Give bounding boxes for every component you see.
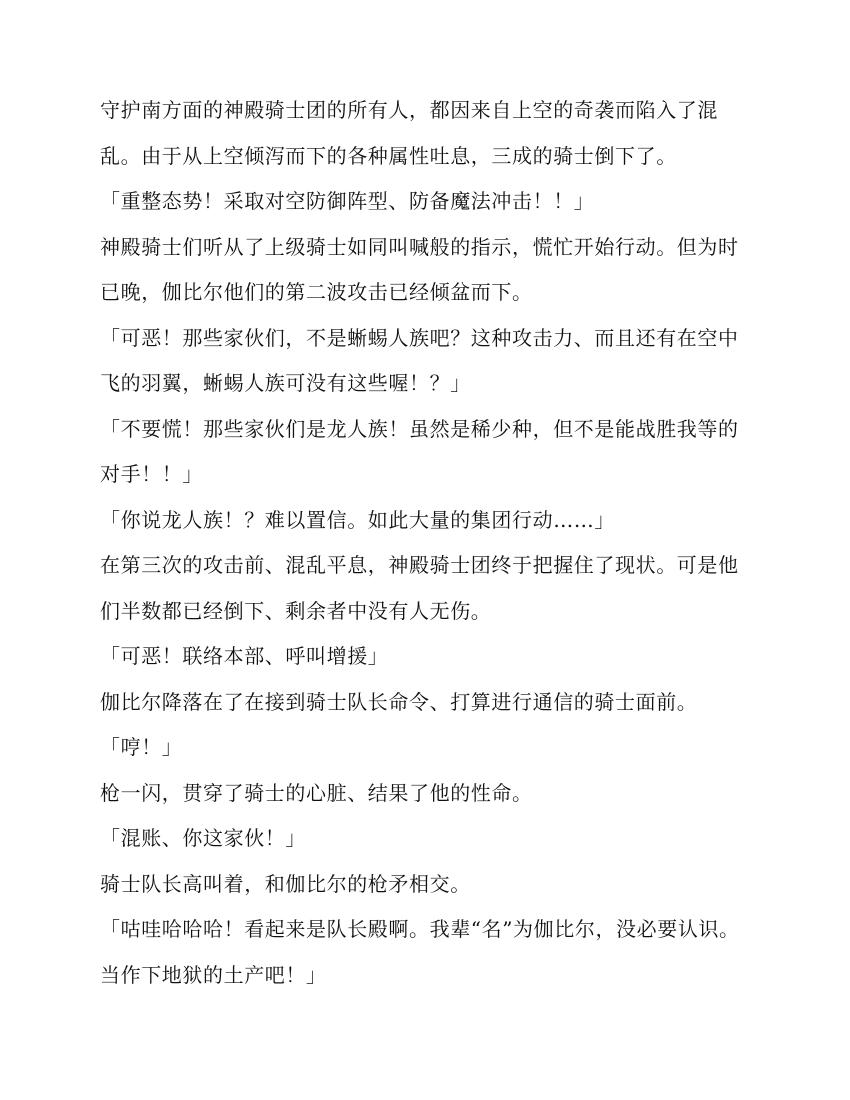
paragraph: 「你说龙人族！？难以置信。如此大量的集团行动……」 bbox=[100, 507, 615, 532]
paragraph: 「可恶！联络本部、呼叫增援」 bbox=[100, 644, 389, 668]
paragraph: 守护南方面的神殿骑士团的所有人，都因来自上空的奇袭而陷入了混乱。由于从上空倾泻而下的各种属性吐息，三成的骑士倒下了。 bbox=[100, 98, 718, 168]
paragraph: 在第三次的攻击前、混乱平息，神殿骑士团终于把握住了现状。可是他们半数都已经倒下、剩余者中没有人无伤。 bbox=[100, 553, 739, 623]
paragraph: 「重整态势！采取对空防御阵型、防备魔法冲击！！」 bbox=[100, 189, 595, 213]
paragraph: 「哼！」 bbox=[100, 735, 183, 759]
paragraph: 「咕哇哈哈哈！看起来是队长殿啊。我辈“名”为伽比尔，没必要认识。当作下地狱的土产吧！」 bbox=[100, 917, 740, 987]
paragraph: 枪一闪，贯穿了骑士的心脏、结果了他的性命。 bbox=[100, 780, 533, 805]
paragraph: 伽比尔降落在了在接到骑士队长命令、打算进行通信的骑士面前。 bbox=[100, 689, 698, 714]
paragraph: 神殿骑士们听从了上级骑士如同叫喊般的指示，慌忙开始行动。但为时已晚，伽比尔他们的第二波攻击已经倾盆而下。 bbox=[100, 234, 739, 304]
paragraph: 「混账、你这家伙！」 bbox=[100, 826, 306, 850]
paragraph: 「不要慌！那些家伙们是龙人族！虽然是稀少种，但不是能战胜我等的对手！！」 bbox=[100, 416, 739, 486]
paragraph: 骑士队长高叫着，和伽比尔的枪矛相交。 bbox=[100, 871, 471, 896]
paragraph: 「可恶！那些家伙们，不是蜥蜴人族吧？这种攻击力、而且还有在空中飞的羽翼，蜥蜴人族可没有这些喔！？」 bbox=[100, 325, 739, 395]
body-text bbox=[100, 88, 740, 998]
